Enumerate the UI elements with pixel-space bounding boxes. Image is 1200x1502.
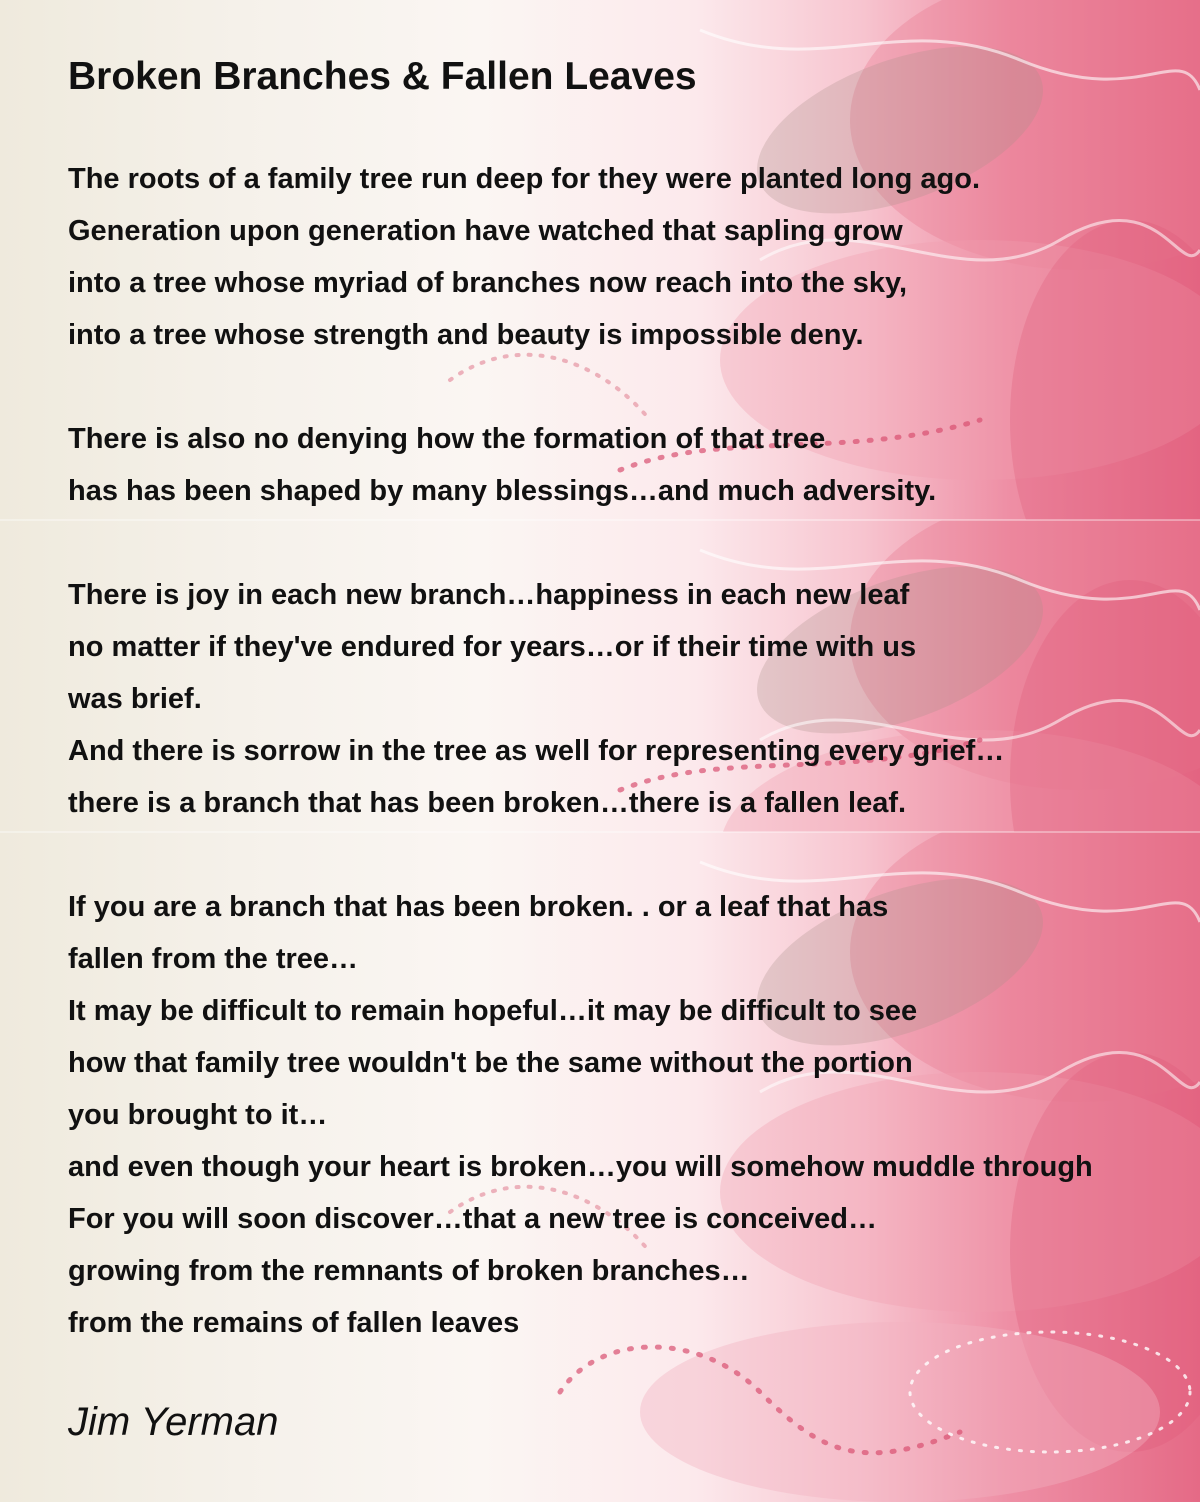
poem-line: There is also no denying how the formation of that tree [68,423,826,455]
poem-line: into a tree whose myriad of branches now reach into the sky, [68,267,908,299]
poem-body [68,153,1093,1349]
poem-line: It may be difficult to remain hopeful…it may be difficult to see [68,995,918,1027]
poem-title: Broken Branches & Fallen Leaves [68,55,697,98]
poem-line: you brought to it… [68,1099,328,1131]
poem-line: And there is sorrow in the tree as well for representing every grief… [68,735,1005,767]
poem-line: no matter if they've endured for years…or if their time with us [68,631,917,663]
poem-line: how that family tree wouldn't be the same without the portion [68,1047,913,1079]
poem-line: was brief. [68,683,202,715]
poem-line: has has been shaped by many blessings…and much adversity. [68,475,937,507]
poem-line: and even though your heart is broken…you will somehow muddle through [68,1151,1093,1183]
stanza-break [68,829,1093,881]
poem-line: there is a branch that has been broken…there is a fallen leaf. [68,787,907,819]
poem-line: into a tree whose strength and beauty is impossible deny. [68,319,864,351]
poem-line: fallen from the tree… [68,943,359,975]
poem-line: There is joy in each new branch…happiness in each new leaf [68,579,910,611]
poem-line: Generation upon generation have watched that sapling grow [68,215,903,247]
poem-author: Jim Yerman [68,1400,279,1444]
poem-line: The roots of a family tree run deep for they were planted long ago. [68,163,981,195]
poem-line: For you will soon discover…that a new tree is conceived… [68,1203,877,1235]
poem-line: growing from the remnants of broken branches… [68,1255,750,1287]
stanza-break [68,361,1093,413]
stanza-break [68,517,1093,569]
poem-line: If you are a branch that has been broken. . or a leaf that has [68,891,889,923]
poem-line: from the remains of fallen leaves [68,1307,520,1339]
